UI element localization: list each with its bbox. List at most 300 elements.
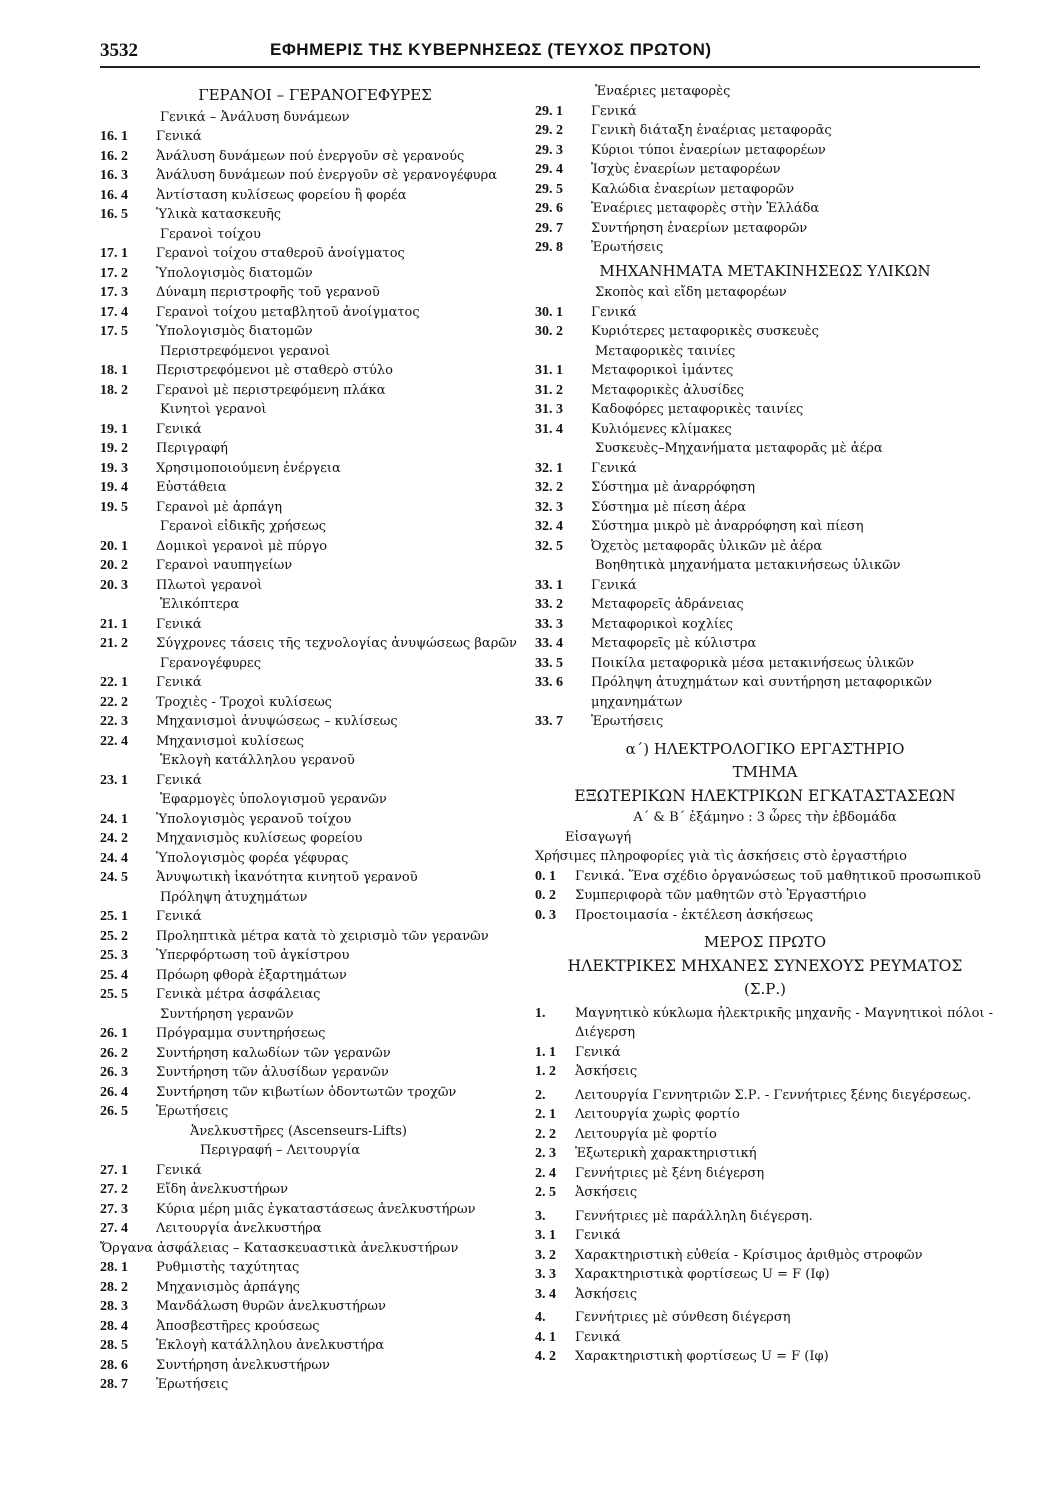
item-text: Μηχανισμοὶ ἀνυψώσεως – κυλίσεως: [156, 714, 398, 729]
list-item: [100, 303, 530, 323]
group-text: Λειτουργία Γεννητριῶν Σ.Ρ. - Γεννήτριες ξένης διεγέρσεως.: [575, 1087, 972, 1103]
item-text: Γενικά: [591, 103, 637, 119]
item-number: 28. 7: [100, 1377, 128, 1392]
item-number: 1. 1: [535, 1044, 556, 1060]
item-number: 29. 5: [535, 181, 563, 197]
item-text: Ἀσκήσεις: [575, 1286, 638, 1302]
item-number: 17. 2: [100, 265, 128, 281]
item-text: Γενικά: [575, 1044, 621, 1060]
list-item: [100, 166, 530, 186]
list-item: [100, 907, 530, 927]
item-number: 18. 2: [100, 382, 128, 398]
item-number: 2. 4: [535, 1165, 556, 1181]
list-item: [100, 147, 530, 167]
list-item: [535, 459, 995, 479]
item-text: Μεταφορεῖς ἀδράνειας: [591, 597, 744, 612]
list-item: [535, 180, 995, 200]
list-item: [100, 1161, 530, 1181]
group-heading: [535, 1308, 995, 1328]
item-text: Γερανοὶ ναυπηγείων: [156, 558, 293, 573]
item-number: 3. 2: [535, 1247, 556, 1263]
item-text: Ἐρωτήσεις: [591, 714, 664, 729]
item-text: Γεννήτριες μὲ ξένη διέγερση: [575, 1165, 765, 1181]
lab-schedule: Α΄ & Β΄ ἑξάμηνο : 3 ὧρες τὴν ἑβδομάδα: [633, 810, 897, 825]
group-text: Μαγνητικὸ κύκλωμα ἠλεκτρικῆς μηχανῆς - Μαγνητικοὶ πόλοι - Διέγερση: [575, 1005, 994, 1040]
list-item: [535, 1062, 995, 1082]
item-number: 3. 4: [535, 1286, 556, 1302]
list-item: [100, 556, 530, 576]
item-text: Λειτουργία μὲ φορτίο: [575, 1126, 717, 1142]
item-number: 29. 3: [535, 142, 563, 158]
item-text: Δύναμη περιστροφῆς τοῦ γερανοῦ: [156, 285, 380, 300]
item-number: 22. 4: [100, 733, 128, 749]
list-item: [100, 829, 530, 849]
list-item: [535, 576, 995, 596]
item-text: Λειτουργία ἀνελκυστήρα: [156, 1221, 322, 1236]
item-text: Γενικά: [156, 772, 202, 788]
item-number: 19. 1: [100, 421, 128, 437]
item-text: Τροχιὲς - Τροχοὶ κυλίσεως: [156, 694, 332, 710]
item-number: 18. 1: [100, 363, 128, 378]
list-item: [100, 439, 530, 459]
item-number: 32. 2: [535, 480, 563, 495]
item-number: 29. 6: [535, 201, 563, 216]
item-text: Μεταφορικοὶ ἱμάντες: [591, 363, 734, 378]
item-text: Καδοφόρες μεταφορικὲς ταινίες: [591, 402, 804, 417]
group-heading: [535, 1207, 995, 1227]
item-text: Συντήρηση τῶν ἀλυσίδων γερανῶν: [156, 1065, 389, 1080]
list-item: [100, 1083, 530, 1103]
item-text: Γενικά: [156, 616, 202, 632]
list-item: [100, 244, 530, 264]
item-number: 26. 3: [100, 1065, 128, 1080]
section-title: Βοηθητικὰ μηχανήματα μετακινήσεως ὑλικῶν: [595, 558, 901, 573]
item-text: Ἀποσβεστῆρες κρούσεως: [156, 1318, 320, 1334]
list-item: [100, 420, 530, 440]
list-item: [535, 160, 995, 180]
item-number: 20. 2: [100, 558, 128, 573]
item-number: 3. 1: [535, 1228, 556, 1243]
list-item: [535, 238, 995, 258]
part-title: ΜΕΡΟΣ ΠΡΩΤΟ: [704, 933, 826, 951]
list-item: [100, 537, 530, 557]
list-item: [100, 1278, 530, 1298]
item-text: Γενικὴ διάταξη ἐναέριας μεταφορᾶς: [591, 123, 832, 138]
section-title: Γενικά – Ἀνάλυση δυνάμεων: [160, 109, 350, 125]
list-item: [100, 693, 530, 713]
item-number: 3. 3: [535, 1267, 556, 1282]
list-item: [535, 517, 995, 537]
item-number: 26. 5: [100, 1104, 128, 1119]
list-item: [100, 946, 530, 966]
item-text: Ἀνάλυση δυνάμεων πού ἐνεργοῦν σὲ γερανούς: [156, 148, 465, 164]
list-item: [535, 1347, 995, 1367]
right-column: [535, 82, 995, 1367]
section-title: Κινητοὶ γερανοὶ: [160, 402, 267, 417]
item-number: 23. 1: [100, 772, 128, 788]
list-item: [535, 420, 995, 440]
item-number: 27. 1: [100, 1162, 128, 1178]
item-text: Σύστημα μὲ πίεση ἀέρα: [591, 499, 746, 515]
item-number: 2. 3: [535, 1146, 556, 1161]
item-text: Εὐστάθεια: [156, 480, 227, 495]
item-text: Ἐξωτερικὴ χαρακτηριστική: [575, 1146, 757, 1161]
item-text: Γενικά: [156, 129, 202, 144]
spacer: [535, 925, 995, 929]
item-number: 28. 6: [100, 1357, 128, 1373]
item-number: 20. 3: [100, 577, 128, 593]
item-number: 19. 5: [100, 499, 128, 515]
item-number: 31. 4: [535, 421, 563, 437]
part-subtitle-abbrev: (Σ.Ρ.): [744, 980, 786, 998]
item-text: Ἐναέριες μεταφορὲς στὴν Ἑλλάδα: [591, 201, 820, 216]
item-text: Ρυθμιστὴς ταχύτητας: [156, 1260, 300, 1275]
item-number: 21. 1: [100, 616, 128, 632]
item-number: 26. 1: [100, 1026, 128, 1041]
list-item: [535, 615, 995, 635]
list-item: [535, 400, 995, 420]
left-column: [100, 82, 530, 1395]
section-title: Γερανοὶ εἰδικῆς χρήσεως: [160, 519, 327, 534]
list-item: [100, 1102, 530, 1122]
list-item: [535, 1285, 995, 1305]
item-text: Μανδάλωση θυρῶν ἀνελκυστήρων: [156, 1299, 386, 1314]
section-title: Μεταφορικὲς ταινίες: [595, 343, 736, 359]
list-item: [100, 361, 530, 381]
item-text: Ἐκλογὴ κατάλληλου ἀνελκυστήρα: [156, 1338, 385, 1353]
section-subtitle: Περιγραφή – Λειτουργία: [200, 1143, 361, 1158]
item-text: Ἐρωτήσεις: [156, 1104, 229, 1119]
item-text: Συντήρηση καλωδίων τῶν γερανῶν: [156, 1045, 391, 1061]
item-text: Περιγραφή: [156, 441, 228, 456]
item-number: 31. 1: [535, 363, 563, 378]
list-item: [535, 906, 995, 926]
section-title: Ὄργανα ἀσφάλειας – Κατασκευαστικὰ ἀνελκυστήρων: [100, 1240, 459, 1256]
item-text: Ἀντίσταση κυλίσεως φορείου ἢ φορέα: [156, 187, 407, 203]
item-number: 25. 3: [100, 948, 128, 963]
section-heading: ΜΗΧΑΝΗΜΑΤΑ ΜΕΤΑΚΙΝΗΣΕΩΣ ΥΛΙΚΩΝ: [599, 261, 931, 280]
list-item: [535, 654, 995, 674]
section-title: Ἑλικόπτερα: [160, 597, 240, 612]
item-number: 31. 3: [535, 402, 563, 417]
list-item: [100, 1258, 530, 1278]
section-title: Γερανοὶ τοίχου: [160, 226, 261, 242]
list-item: [100, 186, 530, 206]
list-item: [100, 127, 530, 147]
section-title: Συντήρηση γερανῶν: [160, 1006, 294, 1022]
item-text: Ὑλικὰ κατασκευῆς: [156, 207, 282, 222]
item-text: Γενικά: [156, 1162, 202, 1178]
section-title: Πρόληψη ἀτυχημάτων: [160, 889, 308, 905]
list-item: [100, 322, 530, 342]
item-number: 32. 5: [535, 538, 563, 554]
item-number: 22. 1: [100, 675, 128, 690]
list-item: [535, 1105, 995, 1125]
item-text: Μηχανισμοὶ κυλίσεως: [156, 733, 304, 749]
item-text: Ὑπολογισμὸς διατομῶν: [156, 265, 313, 281]
section-title: Περιστρεφόμενοι γερανοὶ: [160, 343, 331, 359]
list-item: [100, 810, 530, 830]
section-title: Ἐναέριες μεταφορὲς: [595, 84, 731, 99]
item-text: Μεταφορικοὶ κοχλίες: [591, 616, 734, 632]
group-number: 2.: [535, 1087, 546, 1103]
group-number: 4.: [535, 1310, 546, 1325]
item-number: 26. 2: [100, 1045, 128, 1061]
item-number: 30. 2: [535, 324, 563, 339]
list-item: [535, 498, 995, 518]
header-rule: [100, 66, 980, 68]
list-item: [535, 322, 995, 342]
item-text: Γερανοὶ τοίχου μεταβλητοῦ ἀνοίγματος: [156, 304, 420, 320]
item-number: 28. 5: [100, 1338, 128, 1353]
list-item: [100, 966, 530, 986]
item-number: 31. 2: [535, 382, 563, 398]
list-item: [100, 1375, 530, 1395]
item-text: Ἐρωτήσεις: [591, 240, 664, 255]
item-text: Σύστημα μὲ ἀναρρόφηση: [591, 480, 755, 495]
group-number: 3.: [535, 1208, 546, 1224]
list-item: [100, 1336, 530, 1356]
list-item: [100, 264, 530, 284]
item-text: Συντήρηση ἀνελκυστήρων: [156, 1357, 330, 1373]
list-item: [535, 303, 995, 323]
item-text: Συντήρηση ἐναερίων μεταφορῶν: [591, 220, 808, 236]
list-item: [100, 849, 530, 869]
list-item: [100, 283, 530, 303]
item-number: 24. 4: [100, 850, 128, 866]
list-item: [535, 1246, 995, 1266]
item-text: Ἀσκήσεις: [575, 1064, 638, 1079]
item-number: 16. 3: [100, 168, 128, 183]
item-text: Χαρακτηριστικὴ εὐθεία - Κρίσιμος ἀριθμὸς στροφῶν: [575, 1247, 923, 1263]
item-number: 28. 3: [100, 1299, 128, 1314]
list-item: [535, 121, 995, 141]
group-heading: [535, 1004, 995, 1043]
item-number: 32. 1: [535, 460, 563, 476]
item-text: Ὑπερφόρτωση τοῦ ἀγκίστρου: [156, 948, 350, 963]
list-item: [100, 927, 530, 947]
item-text: Πρόγραμμα συντηρήσεως: [156, 1026, 326, 1041]
section-title: Γερανογέφυρες: [160, 655, 262, 671]
item-text: Μηχανισμὸς ἁρπάγης: [156, 1279, 300, 1295]
item-text: Χρησιμοποιούμενη ἐνέργεια: [156, 460, 341, 476]
item-text: Γενικά: [591, 460, 637, 476]
item-text: Γενικὰ μέτρα ἀσφάλειας: [156, 987, 321, 1002]
item-text: Πλωτοὶ γερανοὶ: [156, 577, 263, 593]
section-title: Σκοπὸς καὶ εἴδη μεταφορέων: [595, 285, 787, 300]
item-number: 29. 8: [535, 240, 563, 255]
item-number: 16. 4: [100, 187, 128, 203]
section-title: Συσκευὲς–Μηχανήματα μεταφορᾶς μὲ ἀέρα: [595, 441, 883, 456]
item-text: Ἀνάλυση δυνάμεων πού ἐνεργοῦν σὲ γερανογέφυρα: [156, 168, 498, 183]
list-item: [100, 1317, 530, 1337]
item-text: Ἰσχὺς ἐναερίων μεταφορέων: [591, 162, 781, 177]
item-number: 25. 2: [100, 928, 128, 944]
part-subtitle: ΗΛΕΚΤΡΙΚΕΣ ΜΗΧΑΝΕΣ ΣΥΝΕΧΟΥΣ ΡΕΥΜΑΤΟΣ: [567, 956, 963, 975]
item-number: 27. 3: [100, 1201, 128, 1217]
item-number: 28. 1: [100, 1260, 128, 1275]
item-number: 4. 2: [535, 1349, 556, 1364]
list-item: [535, 1183, 995, 1203]
item-text: Γενικά: [591, 577, 637, 593]
item-number: 20. 1: [100, 538, 128, 554]
section-title: Ἐφαρμογὲς ὑπολογισμοῦ γερανῶν: [160, 792, 387, 807]
item-text: Γενικά: [591, 304, 637, 320]
item-text: Κύριοι τύποι ἐναερίων μεταφορέων: [591, 142, 826, 158]
list-item: [535, 1144, 995, 1164]
item-number: 24. 2: [100, 831, 128, 846]
list-item: [100, 498, 530, 518]
item-text: Μεταφορικὲς ἀλυσίδες: [591, 382, 744, 398]
list-item: [535, 1164, 995, 1184]
item-number: 19. 4: [100, 480, 128, 495]
item-number: 33. 2: [535, 597, 563, 612]
spacer: [535, 732, 995, 736]
list-item: [535, 102, 995, 122]
page-header: [100, 38, 980, 70]
item-number: 24. 5: [100, 870, 128, 885]
list-item: [535, 537, 995, 557]
list-item: [100, 1063, 530, 1083]
item-number: 27. 2: [100, 1182, 128, 1197]
intro-title: Εἰσαγωγή: [565, 829, 632, 845]
list-item: [100, 712, 530, 732]
item-number: 0. 2: [535, 888, 556, 903]
item-number: 29. 4: [535, 162, 563, 177]
item-text: Ὀχετὸς μεταφορᾶς ὑλικῶν μὲ ἀέρα: [591, 538, 823, 554]
lab-section-label: ΤΜΗΜΑ: [732, 763, 798, 781]
item-number: 16. 2: [100, 148, 128, 164]
item-number: 17. 5: [100, 324, 128, 339]
item-number: 21. 2: [100, 636, 128, 651]
list-item: [535, 381, 995, 401]
item-text: Εἴδη ἀνελκυστήρων: [156, 1182, 289, 1197]
list-item: [535, 595, 995, 615]
item-text: Ἐρωτήσεις: [156, 1377, 229, 1392]
item-number: 25. 5: [100, 987, 128, 1002]
list-item: [100, 1024, 530, 1044]
item-text: Χαρακτηριστικὰ φορτίσεως U = F (Iφ): [575, 1267, 830, 1282]
item-text: Πρόληψη ἀτυχημάτων καὶ συντήρηση μεταφορικῶν μηχανημάτων: [591, 675, 933, 710]
item-text: Γενικά: [575, 1329, 621, 1345]
list-item: [100, 576, 530, 596]
list-item: [535, 634, 995, 654]
item-text: Προληπτικὰ μέτρα κατὰ τὸ χειρισμὸ τῶν γερανῶν: [156, 928, 489, 944]
item-text: Γενικά: [575, 1228, 621, 1243]
list-item: [100, 1180, 530, 1200]
item-number: 26. 4: [100, 1084, 128, 1100]
list-item: [535, 141, 995, 161]
item-text: Γενικά: [156, 421, 202, 437]
list-item: [535, 673, 995, 712]
item-text: Ὑπολογισμὸς γερανοῦ τοίχου: [156, 811, 352, 827]
intro-text: Χρήσιμες πληροφορίες γιὰ τὶς ἀσκήσεις στὸ ἐργαστήριο: [535, 849, 907, 864]
item-number: 25. 1: [100, 909, 128, 924]
item-text: Γερανοὶ μὲ ἁρπάγη: [156, 499, 282, 515]
list-item: [100, 1356, 530, 1376]
item-number: 22. 3: [100, 714, 128, 729]
item-number: 28. 2: [100, 1279, 128, 1295]
item-number: 2. 2: [535, 1126, 556, 1142]
section-title: Ἐκλογὴ κατάλληλου γερανοῦ: [160, 753, 355, 768]
list-item: [100, 634, 530, 654]
group-text: Γεννήτριες μὲ σύνθεση διέγερση: [575, 1310, 791, 1325]
item-number: 17. 4: [100, 304, 128, 320]
item-text: Ἀσκήσεις: [575, 1185, 638, 1200]
item-text: Δομικοὶ γερανοὶ μὲ πύργο: [156, 538, 328, 554]
list-item: [100, 478, 530, 498]
item-text: Ὑπολογισμὸς φορέα γέφυρας: [156, 850, 349, 866]
item-text: Σύστημα μικρὸ μὲ ἀναρρόφηση καὶ πίεση: [591, 519, 864, 534]
item-number: 33. 7: [535, 714, 563, 729]
item-number: 28. 4: [100, 1318, 128, 1334]
list-item: [100, 732, 530, 752]
item-number: 16. 1: [100, 129, 128, 144]
list-item: [535, 1125, 995, 1145]
item-text: Συμπεριφορὰ τῶν μαθητῶν στὸ Ἐργαστήριο: [575, 888, 867, 903]
list-item: [535, 886, 995, 906]
item-text: Ὑπολογισμὸς διατομῶν: [156, 324, 313, 339]
item-number: 16. 5: [100, 207, 128, 222]
item-text: Κυριότερες μεταφορικὲς συσκευὲς: [591, 324, 819, 339]
item-text: Λειτουργία χωρὶς φορτίο: [575, 1107, 740, 1122]
item-number: 2. 1: [535, 1107, 556, 1122]
list-item: [100, 1219, 530, 1239]
item-text: Κυλιόμενες κλίμακες: [591, 421, 732, 437]
item-text: Πρόωρη φθορὰ ἐξαρτημάτων: [156, 967, 347, 983]
item-number: 0. 1: [535, 868, 556, 884]
item-number: 24. 1: [100, 811, 128, 827]
section-title: Ἀνελκυστῆρες (Ascenseurs-Lifts): [190, 1123, 408, 1139]
list-item: [100, 1297, 530, 1317]
page-number: 3532: [100, 40, 138, 61]
item-text: Κύρια μέρη μιᾶς ἐγκαταστάσεως ἀνελκυστήρων: [156, 1201, 476, 1217]
gazette-title: ΕΦΗΜΕΡΙΣ ΤΗΣ ΚΥΒΕΡΝΗΣΕΩΣ (ΤΕΥΧΟΣ ΠΡΩΤΟΝ): [270, 40, 712, 59]
item-number: 27. 4: [100, 1221, 128, 1236]
group-heading: [535, 1086, 995, 1106]
list-item: [100, 771, 530, 791]
list-item: [535, 1328, 995, 1348]
item-number: 33. 5: [535, 655, 563, 671]
item-number: 17. 1: [100, 246, 128, 261]
item-number: 29. 7: [535, 220, 563, 236]
item-text: Γερανοὶ μὲ περιστρεφόμενη πλάκα: [156, 382, 386, 398]
left-main-heading: ΓΕΡΑΝΟΙ – ΓΕΡΑΝΟΓΕΦΥΡΕΣ: [198, 86, 432, 104]
lab-heading: α΄) ΗΛΕΚΤΡΟΛΟΓΙΚΟ ΕΡΓΑΣΤΗΡΙΟ: [625, 739, 905, 758]
group-text: Γεννήτριες μὲ παράλληλη διέγερση.: [575, 1208, 813, 1224]
list-item: [100, 673, 530, 693]
list-item: [535, 1226, 995, 1246]
list-item: [535, 1043, 995, 1063]
list-item: [100, 1200, 530, 1220]
item-text: Χαρακτηριστικὴ φορτίσεως U = F (Iφ): [575, 1349, 829, 1364]
item-number: 19. 2: [100, 441, 128, 456]
item-number: 33. 4: [535, 636, 563, 651]
item-text: Συντήρηση τῶν κιβωτίων ὀδοντωτῶν τροχῶν: [156, 1084, 457, 1100]
item-number: 17. 3: [100, 285, 128, 300]
item-number: 30. 1: [535, 304, 563, 320]
list-item: [535, 478, 995, 498]
list-item: [100, 381, 530, 401]
list-item: [535, 867, 995, 887]
item-number: 33. 1: [535, 577, 563, 593]
list-item: [535, 219, 995, 239]
item-text: Γενικά: [156, 909, 202, 924]
lab-section-title: ΕΞΩΤΕΡΙΚΩΝ ΗΛΕΚΤΡΙΚΩΝ ΕΓΚΑΤΑΣΤΑΣΕΩΝ: [574, 786, 956, 805]
item-text: Ἀνυψωτικὴ ἱκανότητα κινητοῦ γερανοῦ: [156, 870, 418, 885]
list-item: [535, 1265, 995, 1285]
item-number: 1. 2: [535, 1064, 556, 1079]
